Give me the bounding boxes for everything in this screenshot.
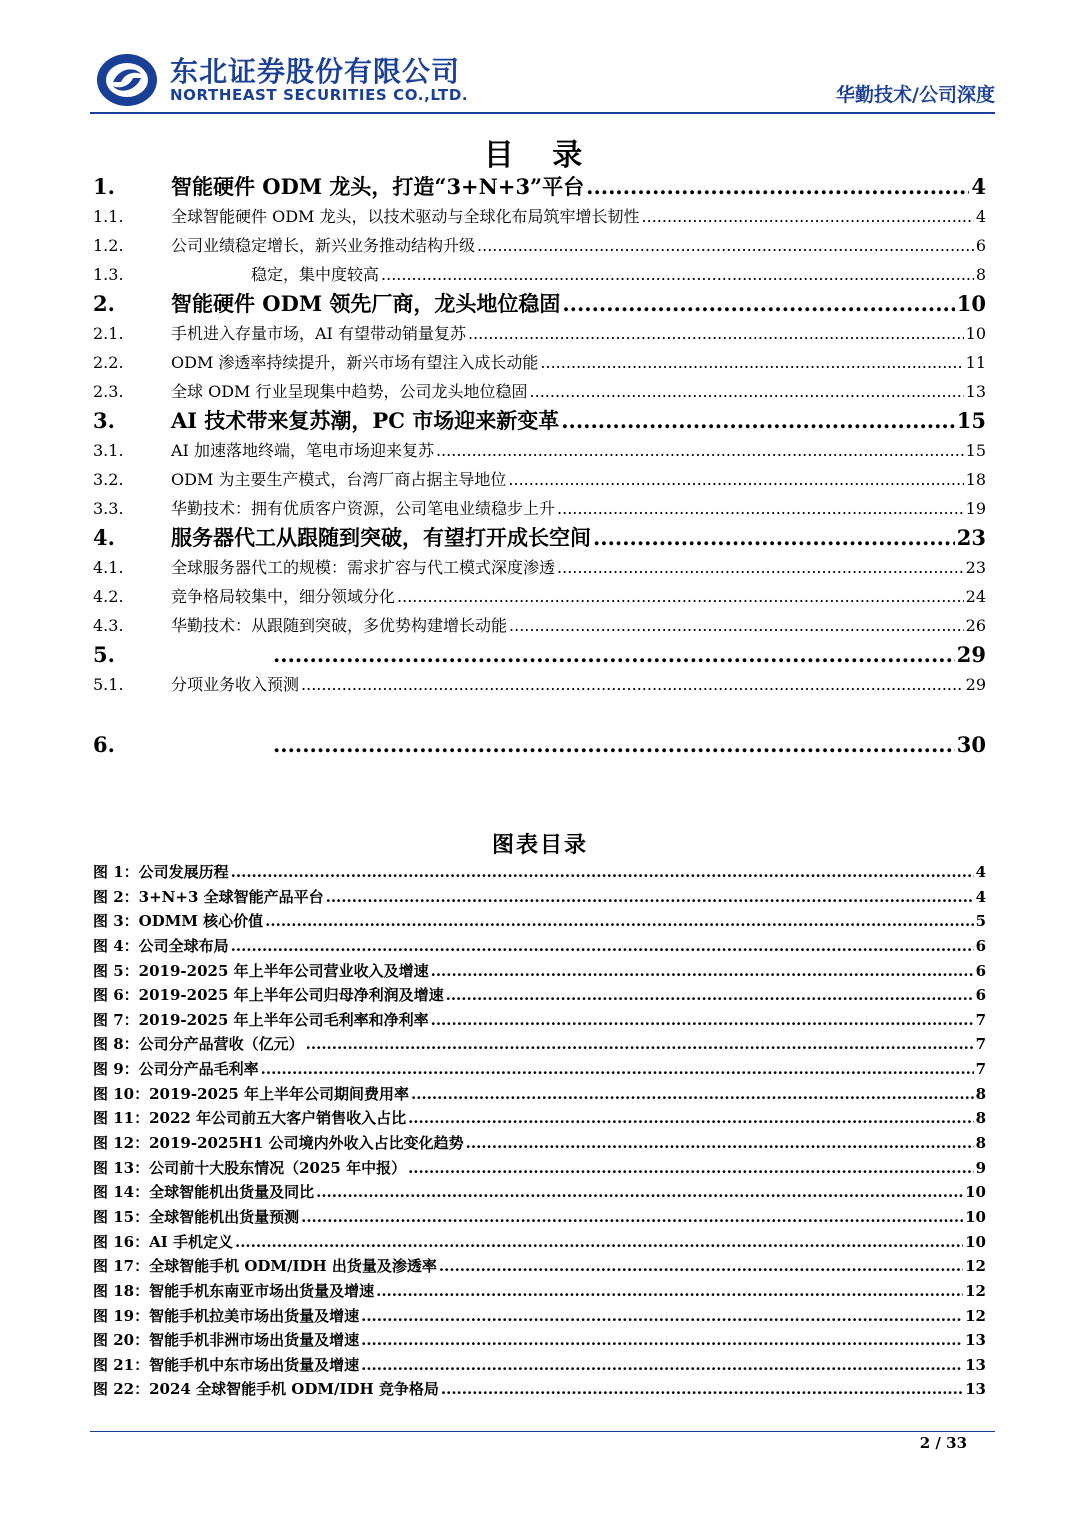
toc-leader-dots [301, 670, 964, 699]
toc-entry-page: 13 [965, 382, 986, 401]
toc-entry-number: 4.1. [93, 558, 124, 577]
figure-leader-dots [466, 1131, 974, 1156]
figure-entry[interactable] [93, 1008, 986, 1033]
figure-entry-page: 8 [975, 1084, 986, 1103]
figure-entry[interactable] [93, 1205, 986, 1230]
toc-entry[interactable] [93, 436, 986, 465]
toc-entry[interactable] [93, 260, 986, 289]
toc-entry[interactable] [93, 494, 986, 523]
toc-entry[interactable] [93, 319, 986, 348]
figure-leader-dots [411, 1082, 974, 1107]
figure-leader-dots [231, 860, 974, 885]
company-name-cn: 东北证券股份有限公司 [170, 55, 461, 88]
figure-entry-page: 12 [965, 1281, 986, 1300]
figure-entry-label: 图 14：全球智能机出货量及同比 [93, 1183, 315, 1202]
toc-entry[interactable] [93, 582, 986, 611]
toc-entry[interactable] [93, 523, 986, 553]
toc-entry[interactable] [93, 465, 986, 494]
toc-leader-dots [586, 172, 969, 202]
toc-entry-page: 10 [956, 291, 986, 316]
toc-leader-dots [530, 377, 964, 406]
toc-spacer [93, 699, 986, 730]
toc-leader-dots [557, 553, 964, 582]
toc-entry[interactable] [93, 231, 986, 260]
figure-entry-page: 4 [975, 863, 986, 881]
toc-entry[interactable] [93, 348, 986, 377]
figure-list-title: 图表目录 [491, 832, 588, 858]
toc-entry-title: ODM 为主要生产模式，台湾厂商占据主导地位 [171, 470, 507, 489]
figure-leader-dots [431, 1008, 974, 1033]
toc-entry-page: 10 [965, 324, 986, 343]
toc-entry-title: 华勤技术：拥有优质客户资源，公司笔电业绩稳步上升 [171, 499, 556, 518]
toc-entry-page: 15 [965, 441, 986, 460]
toc-entry-title: 全球 ODM 行业呈现集中趋势，公司龙头地位稳固 [171, 382, 528, 401]
toc-entry-number: 6. [93, 732, 115, 757]
toc-leader-dots [593, 523, 955, 553]
figure-entry-page: 6 [975, 986, 986, 1005]
figure-entry-label: 图 1：公司发展历程 [93, 863, 229, 881]
toc-entry[interactable] [93, 377, 986, 406]
toc-entry-number: 4.3. [93, 616, 124, 635]
figure-entry-page: 8 [975, 1109, 986, 1128]
footer-divider [90, 1431, 995, 1432]
figure-list [93, 860, 986, 1402]
toc-entry-number: 3.2. [93, 470, 124, 489]
figure-entry[interactable] [93, 1082, 986, 1107]
figure-entry-label: 图 6：2019-2025 年上半年公司归母净利润及增速 [93, 986, 444, 1005]
toc-title: 目 录 [483, 138, 597, 173]
figure-entry[interactable] [93, 1156, 986, 1181]
company-name-en: NORTHEAST SECURITIES CO.,LTD. [170, 86, 469, 104]
toc-entry-page: 23 [956, 525, 986, 550]
toc-entry[interactable] [93, 730, 986, 760]
toc-leader-dots [562, 289, 954, 319]
toc-leader-dots [397, 582, 964, 611]
toc-entry-title: 服务器代工从跟随到突破，有望打开成长空间 [171, 525, 591, 550]
figure-entry[interactable] [93, 1304, 986, 1329]
figure-entry-page: 13 [965, 1380, 986, 1399]
toc-entry-title: 智能硬件 ODM 龙头，打造“3+N+3”平台 [171, 174, 585, 199]
figure-entry-label: 图 21：智能手机中东市场出货量及增速 [93, 1355, 360, 1374]
toc-entry-number: 5.1. [93, 675, 124, 694]
toc-entry-number: 5. [93, 642, 115, 667]
figure-entry-label: 图 22：2024 全球智能手机 ODM/IDH 竞争格局 [93, 1380, 439, 1399]
toc-leader-dots [540, 348, 963, 377]
figure-entry-page: 13 [965, 1331, 986, 1350]
figure-leader-dots [439, 1254, 963, 1279]
figure-leader-dots [446, 983, 974, 1008]
figure-entry-label: 图 2：3+N+3 全球智能产品平台 [93, 887, 324, 906]
toc-leader-dots [468, 319, 964, 348]
figure-entry-page: 13 [965, 1355, 986, 1374]
toc-entry-number: 1.2. [93, 236, 124, 255]
toc-entry[interactable] [93, 289, 986, 319]
toc-entry[interactable] [93, 553, 986, 582]
toc-entry-number: 1. [93, 174, 115, 199]
toc-entry-title: 分项业务收入预测 [171, 675, 300, 694]
toc-entry-title: AI 技术带来复苏潮，PC 市场迎来新变革 [171, 408, 560, 433]
toc-entry[interactable] [93, 611, 986, 640]
toc-entry-title: 手机进入存量市场，AI 有望带动销量复苏 [171, 324, 466, 343]
toc-entry[interactable] [93, 406, 986, 436]
toc-entry-page: 29 [956, 642, 986, 667]
figure-entry[interactable] [93, 1106, 986, 1131]
toc-entry-page: 23 [965, 558, 986, 577]
figure-leader-dots [261, 1057, 974, 1082]
figure-leader-dots [408, 1156, 973, 1181]
figure-leader-dots [326, 885, 974, 910]
figure-entry-label: 图 7：2019-2025 年上半年公司毛利率和净利率 [93, 1010, 429, 1029]
figure-entry-page: 6 [975, 936, 986, 955]
toc-entry-title: 公司业绩稳定增长，新兴业务推动结构升级 [171, 236, 476, 255]
toc-entry-number: 3.1. [93, 441, 124, 460]
toc-entry-number: 1.1. [93, 207, 124, 226]
figure-entry-page: 6 [975, 961, 986, 980]
toc-entry-page: 29 [965, 675, 986, 694]
toc-entry-page: 4 [971, 174, 986, 199]
toc-entry-page: 6 [975, 236, 986, 255]
toc-leader-dots [381, 260, 974, 289]
figure-entry-label: 图 16：AI 手机定义 [93, 1232, 233, 1251]
toc-entry-title: 华勤技术：从跟随到突破，多优势构建增长动能 [171, 616, 508, 635]
toc-entry-title: 全球智能硬件 ODM 龙头，以技术驱动与全球化布局筑牢增长韧性 [171, 207, 640, 226]
toc-leader-dots [509, 611, 964, 640]
toc-leader-dots [273, 730, 955, 760]
toc-entry-title: 智能硬件 ODM 领先厂商，龙头地位稳固 [171, 291, 561, 316]
figure-entry-page: 5 [975, 912, 986, 931]
toc-leader-dots [477, 231, 974, 260]
figure-entry[interactable] [93, 909, 986, 934]
figure-entry-label: 图 4：公司全球布局 [93, 936, 229, 955]
figure-leader-dots [316, 1180, 963, 1205]
figure-entry-label: 图 11：2022 年公司前五大客户销售收入占比 [93, 1109, 407, 1128]
figure-leader-dots [408, 1106, 973, 1131]
figure-entry-label: 图 19：智能手机拉美市场出货量及增速 [93, 1306, 360, 1325]
figure-entry[interactable] [93, 959, 986, 984]
toc-entry-title: AI 加速落地终端，笔电市场迎来复苏 [171, 441, 434, 460]
header-divider [90, 112, 995, 114]
report-tag: 华勤技术/公司深度 [836, 84, 995, 106]
figure-leader-dots [361, 1328, 963, 1353]
figure-leader-dots [361, 1304, 963, 1329]
figure-entry-label: 图 9：公司分产品毛利率 [93, 1060, 259, 1079]
toc-leader-dots [557, 494, 964, 523]
toc-leader-dots [436, 436, 964, 465]
toc-entry[interactable] [93, 172, 986, 202]
figure-entry[interactable] [93, 860, 986, 885]
table-of-contents [93, 172, 986, 760]
figure-entry[interactable] [93, 1377, 986, 1402]
figure-entry[interactable] [93, 1353, 986, 1378]
figure-entry[interactable] [93, 1328, 986, 1353]
toc-entry-title: 竞争格局较集中，细分领域分化 [171, 587, 396, 606]
toc-entry-page: 26 [965, 616, 986, 635]
page-header [90, 48, 995, 110]
figure-entry[interactable] [93, 1057, 986, 1082]
toc-entry-page: 19 [965, 499, 986, 518]
page-number: 2 / 33 [919, 1434, 967, 1452]
toc-entry[interactable] [93, 670, 986, 699]
toc-entry-number: 1.3. [93, 265, 124, 284]
figure-entry[interactable] [93, 934, 986, 959]
toc-entry-page: 11 [965, 353, 986, 372]
figure-entry-label: 图 12：2019-2025H1 公司境内外收入占比变化趋势 [93, 1134, 464, 1153]
toc-leader-dots [642, 202, 974, 231]
toc-leader-dots [273, 640, 955, 670]
toc-entry-page: 8 [975, 265, 986, 284]
figure-leader-dots [361, 1353, 963, 1378]
figure-entry-label: 图 10：2019-2025 年上半年公司期间费用率 [93, 1084, 410, 1103]
toc-entry-page: 24 [965, 587, 986, 606]
toc-entry[interactable] [93, 202, 986, 231]
figure-entry-label: 图 18：智能手机东南亚市场出货量及增速 [93, 1281, 375, 1300]
toc-entry-page: 30 [956, 732, 986, 757]
figure-entry-page: 7 [975, 1035, 986, 1054]
figure-entry-page: 8 [975, 1134, 986, 1153]
figure-entry-page: 7 [975, 1010, 986, 1029]
figure-entry[interactable] [93, 1254, 986, 1279]
figure-entry[interactable] [93, 1279, 986, 1304]
toc-entry-page: 15 [956, 408, 986, 433]
figure-entry-label: 图 5：2019-2025 年上半年公司营业收入及增速 [93, 961, 429, 980]
figure-entry[interactable] [93, 1131, 986, 1156]
toc-leader-dots [561, 406, 955, 436]
toc-entry-number: 4.2. [93, 587, 124, 606]
figure-entry-label: 图 20：智能手机非洲市场出货量及增速 [93, 1331, 360, 1350]
toc-entry-title: ODM 渗透率持续提升，新兴市场有望注入成长动能 [171, 353, 539, 372]
figure-entry-page: 10 [965, 1207, 986, 1226]
figure-entry[interactable] [93, 885, 986, 910]
toc-entry-number: 2.2. [93, 353, 124, 372]
figure-entry-page: 10 [965, 1232, 986, 1251]
figure-entry-label: 图 17：全球智能手机 ODM/IDH 出货量及渗透率 [93, 1257, 437, 1276]
toc-leader-dots [508, 465, 963, 494]
toc-entry-number: 3. [93, 408, 115, 433]
figure-entry-page: 10 [965, 1183, 986, 1202]
figure-leader-dots [376, 1279, 963, 1304]
toc-entry-number: 2.1. [93, 324, 124, 343]
figure-leader-dots [235, 1230, 963, 1255]
figure-entry-label: 图 15：全球智能机出货量预测 [93, 1207, 300, 1226]
figure-leader-dots [431, 959, 974, 984]
figure-entry[interactable] [93, 1180, 986, 1205]
toc-entry[interactable] [93, 640, 986, 670]
toc-entry-page: 18 [965, 470, 986, 489]
figure-leader-dots [306, 1032, 974, 1057]
figure-entry-page: 12 [965, 1257, 986, 1276]
figure-entry[interactable] [93, 983, 986, 1008]
toc-entry-number: 2. [93, 291, 115, 316]
northeast-securities-logo-icon [95, 52, 159, 108]
figure-entry-page: 7 [975, 1060, 986, 1079]
figure-entry-label: 图 8：公司分产品营收（亿元） [93, 1035, 304, 1054]
figure-leader-dots [265, 909, 973, 934]
figure-leader-dots [301, 1205, 963, 1230]
toc-entry-title: 稳定，集中度较高 [251, 265, 380, 284]
toc-entry-number: 2.3. [93, 382, 124, 401]
toc-entry-title: 全球服务器代工的规模：需求扩容与代工模式深度渗透 [171, 558, 556, 577]
figure-leader-dots [441, 1377, 963, 1402]
figure-entry-page: 12 [965, 1306, 986, 1325]
toc-entry-number: 4. [93, 525, 115, 550]
figure-entry-label: 图 13：公司前十大股东情况（2025 年中报） [93, 1158, 407, 1177]
figure-entry-label: 图 3：ODMM 核心价值 [93, 912, 264, 931]
toc-entry-page: 4 [975, 207, 986, 226]
toc-entry-number: 3.3. [93, 499, 124, 518]
figure-entry-page: 4 [975, 887, 986, 906]
figure-leader-dots [231, 934, 974, 959]
figure-entry[interactable] [93, 1032, 986, 1057]
figure-entry-page: 9 [975, 1158, 986, 1177]
figure-entry[interactable] [93, 1230, 986, 1255]
